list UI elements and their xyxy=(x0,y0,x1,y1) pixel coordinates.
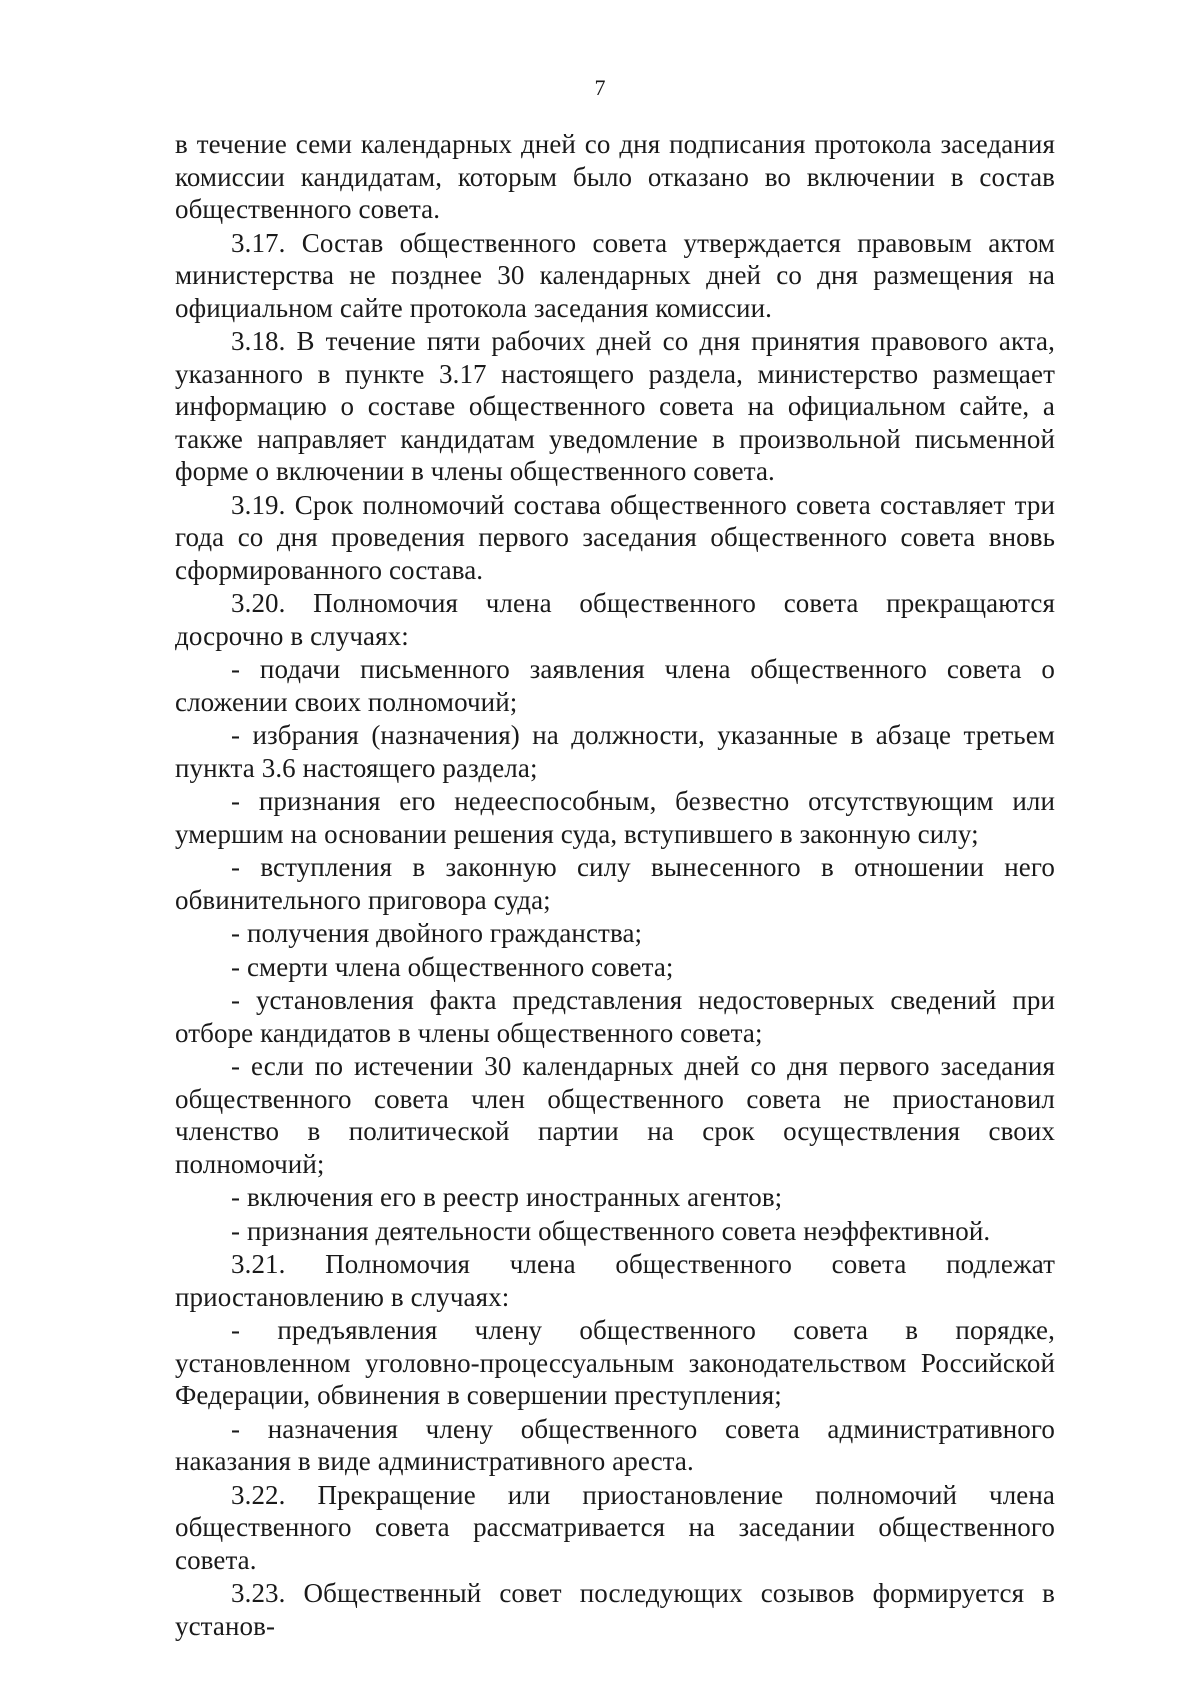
list-item: - признания деятельности общественного совета неэффективной. xyxy=(231,1215,991,1246)
paragraph-3-20: 3.20. Полномочия члена общественного совета прекращаются досрочно в случаях: xyxy=(175,588,1055,651)
list-item: - предъявления члену общественного совета в порядке, установленном уголовно-процессуальным законодательством Российской Федерации, обвинения в совершении преступления; xyxy=(175,1315,1055,1410)
paragraph-continuation: в течение семи календарных дней со дня подписания протокола заседания комиссии кандидатам, которым было отказано во включении в состав общественного совета. xyxy=(175,129,1055,224)
list-item: - назначения члену общественного совета административного наказания в виде административного ареста. xyxy=(175,1413,1055,1476)
list-item: - подачи письменного заявления члена общественного совета о сложении своих полномочий; xyxy=(175,654,1055,717)
paragraph-3-22: 3.22. Прекращение или приостановление полномочий члена общественного совета рассматривается на заседании общественного совета. xyxy=(175,1479,1055,1575)
paragraph-3-19: 3.19. Срок полномочий состава общественного совета составляет три года со дня проведения первого заседания общественного совета вновь сформированного состава. xyxy=(175,489,1055,585)
paragraph-3-21: 3.21. Полномочия члена общественного совета подлежат приостановлению в случаях: xyxy=(175,1249,1055,1312)
paragraph-3-18: 3.18. В течение пяти рабочих дней со дня принятия правового акта, указанного в пункте 3.17 настоящего раздела, министерство размещает информацию о составе общественного совета на официальном сайте, а также направляет кандидатам уведомление в произвольной письменной форме о включении в члены общественного совета. xyxy=(175,326,1055,486)
list-item: - если по истечении 30 календарных дней со дня первого заседания общественного совета член общественного совета не приостановил членство в политической партии на срок осуществления своих полномочий; xyxy=(175,1051,1055,1179)
list-item: - избрания (назначения) на должности, указанные в абзаце третьем пункта 3.6 настоящего раздела; xyxy=(175,720,1055,783)
list-item: - включения его в реестр иностранных агентов; xyxy=(231,1182,783,1212)
list-item: - вступления в законную силу вынесенного в отношении него обвинительного приговора суда; xyxy=(175,852,1055,915)
list-item: - смерти члена общественного совета; xyxy=(231,951,674,982)
list-item: - признания его недееспособным, безвестно отсутствующим или умершим на основании решения суда, вступившего в законную силу; xyxy=(175,786,1055,849)
paragraph-3-23: 3.23. Общественный совет последующих созывов формируется в установ- xyxy=(175,1578,1055,1641)
list-item: - получения двойного гражданства; xyxy=(231,918,643,948)
document-body xyxy=(175,128,1055,1643)
paragraph-3-17: 3.17. Состав общественного совета утверждается правовым актом министерства не позднее 30 календарных дней со дня размещения на официальном сайте протокола заседания комиссии. xyxy=(175,227,1055,323)
page-number: 7 xyxy=(594,75,606,100)
list-item: - установления факта представления недостоверных сведений при отборе кандидатов в члены общественного совета; xyxy=(175,985,1055,1048)
